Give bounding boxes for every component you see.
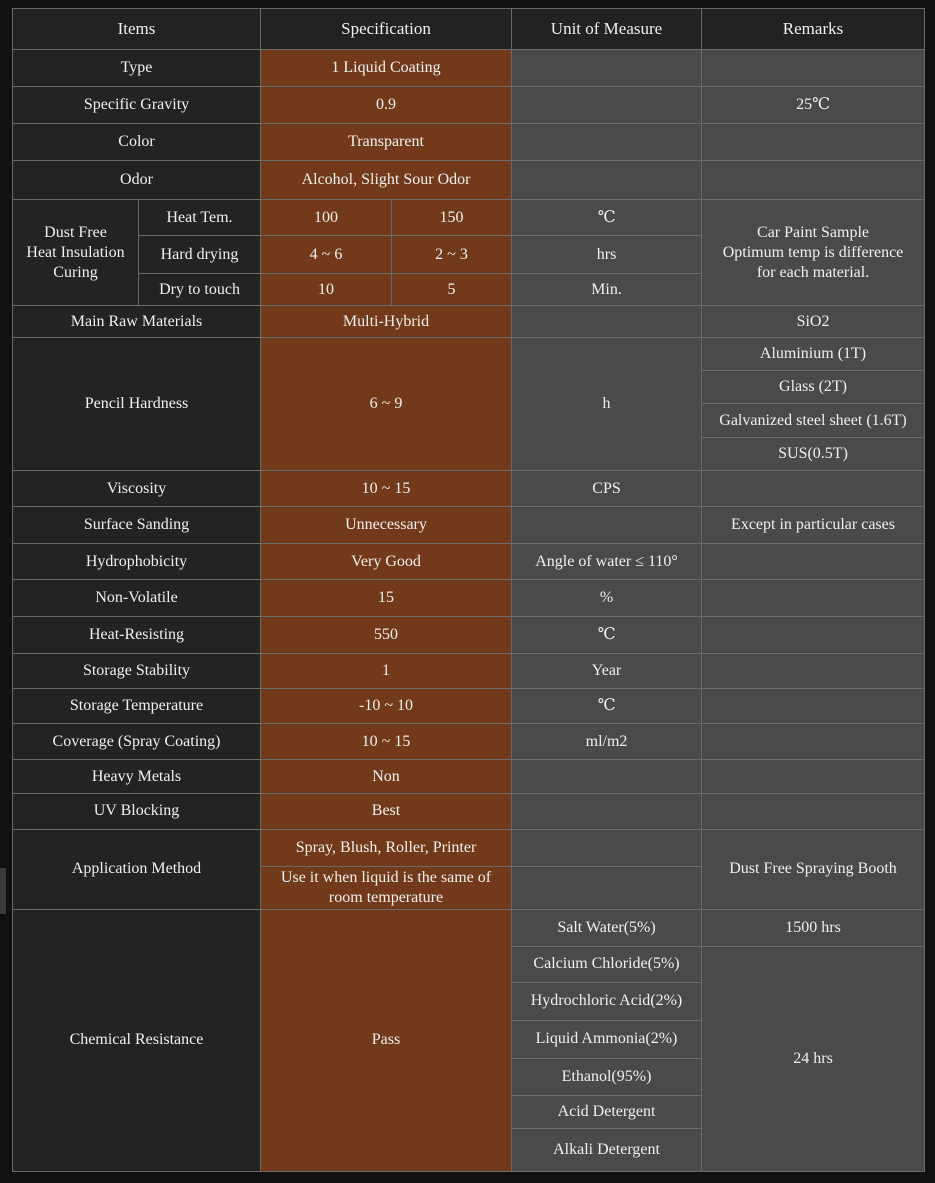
spec-cell: 150 — [392, 200, 512, 236]
unit-cell — [512, 161, 702, 200]
specification-table — [12, 8, 925, 1172]
table-row — [13, 50, 925, 87]
spec-cell: 6 ~ 9 — [261, 338, 512, 471]
unit-cell — [512, 866, 702, 909]
unit-cell: ml/m2 — [512, 724, 702, 760]
remarks-cell: Galvanized steel sheet (1.6T) — [702, 404, 925, 438]
application-note-line: room temperature — [328, 888, 444, 906]
remarks-cell: Aluminium (1T) — [702, 338, 925, 371]
remarks-cell — [702, 654, 925, 689]
spec-cell: Multi-Hybrid — [261, 306, 512, 338]
table-row — [13, 689, 925, 724]
remarks-cell — [702, 580, 925, 617]
unit-cell: ℃ — [512, 689, 702, 724]
table-row — [13, 306, 925, 338]
unit-cell — [512, 794, 702, 829]
table-row — [13, 617, 925, 654]
table-row — [13, 200, 925, 236]
curing-remarks-line: Car Paint Sample — [757, 223, 869, 241]
header-items: Items — [13, 9, 261, 50]
curing-remarks-line: Optimum temp is difference — [722, 243, 904, 261]
remarks-cell — [702, 617, 925, 654]
remarks-cell — [702, 724, 925, 760]
remarks-cell — [702, 689, 925, 724]
table-row — [13, 124, 925, 161]
unit-cell — [512, 124, 702, 161]
table-row — [13, 507, 925, 544]
remarks-cell: 1500 hrs — [702, 909, 925, 946]
table-row — [13, 471, 925, 507]
table-row — [13, 338, 925, 371]
table-row — [13, 654, 925, 689]
application-note-cell — [261, 866, 512, 909]
header-unit-of-measure: Unit of Measure — [512, 9, 702, 50]
item-cell: Type — [13, 50, 261, 87]
unit-cell: ℃ — [512, 200, 702, 236]
curing-group-cell — [13, 200, 139, 306]
spec-cell: Unnecessary — [261, 507, 512, 544]
item-cell: Viscosity — [13, 471, 261, 507]
spec-cell: Pass — [261, 909, 512, 1171]
item-cell: Storage Temperature — [13, 689, 261, 724]
remarks-cell — [702, 161, 925, 200]
spec-cell: 0.9 — [261, 87, 512, 124]
spec-cell: 2 ~ 3 — [392, 236, 512, 274]
application-note-line: Use it when liquid is the same of — [280, 868, 492, 886]
spec-cell: 550 — [261, 617, 512, 654]
spec-cell: 1 Liquid Coating — [261, 50, 512, 87]
remarks-cell — [702, 794, 925, 829]
remarks-cell: 24 hrs — [702, 946, 925, 1171]
remarks-cell: 25℃ — [702, 87, 925, 124]
remarks-cell — [702, 760, 925, 794]
header-remarks: Remarks — [702, 9, 925, 50]
item-cell: UV Blocking — [13, 794, 261, 829]
header-row — [13, 9, 925, 50]
item-cell: Coverage (Spray Coating) — [13, 724, 261, 760]
spec-cell: Transparent — [261, 124, 512, 161]
unit-cell — [512, 50, 702, 87]
unit-cell: hrs — [512, 236, 702, 274]
item-cell: Heat-Resisting — [13, 617, 261, 654]
curing-sub-label: Heat Tem. — [139, 200, 261, 236]
unit-cell: Acid Detergent — [512, 1095, 702, 1128]
unit-cell: Salt Water(5%) — [512, 909, 702, 946]
item-cell: Chemical Resistance — [13, 909, 261, 1171]
curing-group-line: Heat Insulation — [26, 243, 125, 261]
header-specification: Specification — [261, 9, 512, 50]
unit-cell: % — [512, 580, 702, 617]
item-cell: Application Method — [13, 829, 261, 909]
spec-cell: -10 ~ 10 — [261, 689, 512, 724]
item-cell: Hydrophobicity — [13, 544, 261, 580]
spec-cell: 10 ~ 15 — [261, 724, 512, 760]
unit-cell — [512, 306, 702, 338]
unit-cell: Liquid Ammonia(2%) — [512, 1020, 702, 1058]
remarks-cell — [702, 124, 925, 161]
spec-cell: Best — [261, 794, 512, 829]
item-cell: Color — [13, 124, 261, 161]
unit-cell — [512, 829, 702, 866]
unit-cell: Calcium Chloride(5%) — [512, 946, 702, 982]
unit-cell — [512, 760, 702, 794]
spec-cell: 10 ~ 15 — [261, 471, 512, 507]
spec-cell: Spray, Blush, Roller, Printer — [261, 829, 512, 866]
item-cell: Odor — [13, 161, 261, 200]
item-cell: Heavy Metals — [13, 760, 261, 794]
spec-cell: 15 — [261, 580, 512, 617]
curing-remarks-line: for each material. — [756, 263, 870, 281]
spec-cell: 10 — [261, 274, 392, 306]
unit-cell: CPS — [512, 471, 702, 507]
spec-cell: Very Good — [261, 544, 512, 580]
table-row — [13, 544, 925, 580]
unit-cell: Hydrochloric Acid(2%) — [512, 982, 702, 1020]
remarks-cell: SUS(0.5T) — [702, 438, 925, 471]
spec-cell: 4 ~ 6 — [261, 236, 392, 274]
remarks-cell — [702, 544, 925, 580]
table-row — [13, 87, 925, 124]
spec-cell: Non — [261, 760, 512, 794]
left-edge-scroll-mark — [0, 868, 6, 914]
item-cell: Surface Sanding — [13, 507, 261, 544]
unit-cell: Ethanol(95%) — [512, 1058, 702, 1095]
remarks-cell: SiO2 — [702, 306, 925, 338]
unit-cell: Alkali Detergent — [512, 1128, 702, 1171]
spec-cell: Alcohol, Slight Sour Odor — [261, 161, 512, 200]
spec-cell: 1 — [261, 654, 512, 689]
unit-cell — [512, 507, 702, 544]
remarks-cell — [702, 471, 925, 507]
table-row — [13, 724, 925, 760]
unit-cell: Angle of water ≤ 110° — [512, 544, 702, 580]
item-cell: Storage Stability — [13, 654, 261, 689]
item-cell: Specific Gravity — [13, 87, 261, 124]
unit-cell: Min. — [512, 274, 702, 306]
curing-sub-label: Dry to touch — [139, 274, 261, 306]
remarks-cell: Glass (2T) — [702, 371, 925, 404]
item-cell: Main Raw Materials — [13, 306, 261, 338]
remarks-cell — [702, 50, 925, 87]
spec-cell: 5 — [392, 274, 512, 306]
curing-remarks-cell — [702, 200, 925, 306]
table-row — [13, 580, 925, 617]
curing-group-line: Dust Free — [44, 223, 107, 241]
table-row — [13, 760, 925, 794]
remarks-cell: Dust Free Spraying Booth — [702, 829, 925, 909]
table-row — [13, 161, 925, 200]
unit-cell — [512, 87, 702, 124]
item-cell: Non-Volatile — [13, 580, 261, 617]
table-row — [13, 909, 925, 946]
unit-cell: h — [512, 338, 702, 471]
curing-sub-label: Hard drying — [139, 236, 261, 274]
curing-group-line: Curing — [53, 263, 98, 281]
table-row — [13, 829, 925, 866]
item-cell: Pencil Hardness — [13, 338, 261, 471]
unit-cell: Year — [512, 654, 702, 689]
unit-cell: ℃ — [512, 617, 702, 654]
spec-cell: 100 — [261, 200, 392, 236]
remarks-cell: Except in particular cases — [702, 507, 925, 544]
table-row — [13, 794, 925, 829]
